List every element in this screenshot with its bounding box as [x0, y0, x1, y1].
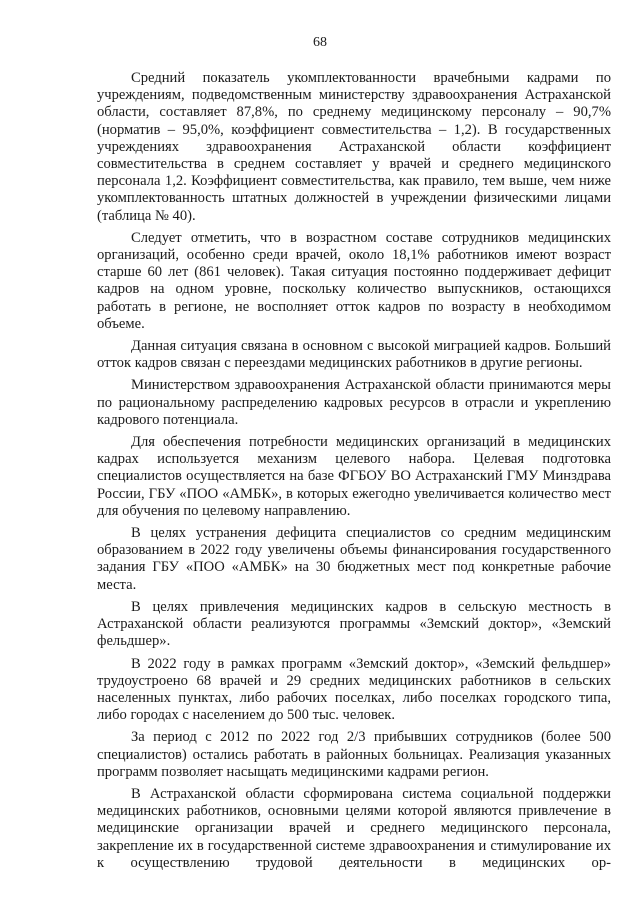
paragraph-2022-results: В 2022 году в рамках программ «Земский доктор», «Земский фельдшер» трудоустроено 68 врачей и 29 средних медицинских работников в сельских населенных пунктах, либо рабочих поселках, либо поселках городского типа, либо городах с населением до 500 тыс. человек.: [97, 655, 611, 724]
paragraph-targeted-training: Для обеспечения потребности медицинских организаций в медицинских кадрах используется механизм целевого набора. Целевая подготовка специалистов осуществляется на базе ФГБОУ ВО Астраханский ГМУ Минздрава России, ГБУ «ПОО «АМБК», в которых ежегодно увеличивается количество мест для обучения по целевому направлению.: [97, 434, 611, 519]
body-text: [97, 70, 611, 877]
paragraph-social-support: В Астраханской области сформирована система социальной поддержки медицинских работников, основными целями которой являются привлечение в медицинские организации врачей и среднего медицинского персонала, закрепление их в государственной системе здравоохранения и стимулирование их к осуществлению трудовой деятельности в медицинских ор-: [97, 785, 611, 871]
paragraph-nursing-deficit: В целях устранения дефицита специалистов со средним медицинским образованием в 2022 году увеличены объемы финансирования государственного задания ГБУ «ПОО «АМБК» на 30 бюджетных мест под конкретные рабочие места.: [97, 525, 611, 593]
page-number: 68: [313, 35, 327, 50]
paragraph-rural-programs: В целях привлечения медицинских кадров в сельскую местность в Астраханской области реализуются программы «Земский доктор», «Земский фельдшер».: [97, 598, 611, 650]
paragraph-age-composition: Следует отметить, что в возрастном составе сотрудников медицинских организаций, особенно среди врачей, около 18,1% работников имеют возраст старше 60 лет (861 человек). Такая ситуация постоянно поддерживает дефицит кадров на одном уровне, поскольку количество выпускников, остающихся работать в регионе, не восполняет отток кадров по возрасту в необходимом объеме.: [97, 229, 611, 332]
paragraph-ministry-measures: Министерством здравоохранения Астраханской области принимаются меры по рациональному распределению кадровых ресурсов в отрасли и укреплению кадрового потенциала.: [97, 377, 611, 428]
paragraph-staffing-level: Средний показатель укомплектованности врачебными кадрами по учреждениям, подведомственным министерству здравоохранения Астраханской области, составляет 87,8%, по среднему медицинскому персоналу – 90,7% (норматив – 95,0%, коэффициент совместительства – 1,2). В государственных учреждениях здравоохранения Астраханской области коэффициент совместительства в среднем составляет у врачей и среднего медицинского персонала 1,2. Коэффициент совместительства, как правило, тем выше, чем ниже укомплектованность штатных должностей в учреждении физическими лицами (таблица № 40).: [97, 70, 611, 224]
paragraph-migration: Данная ситуация связана в основном с высокой миграцией кадров. Больший отток кадров связан с переездами медицинских работников в другие регионы.: [97, 338, 611, 372]
paragraph-retention: За период с 2012 по 2022 год 2/3 прибывших сотрудников (более 500 специалистов) остались работать в районных больницах. Реализация указанных программ позволяет насыщать медицинскими кадрами регион.: [97, 729, 611, 780]
